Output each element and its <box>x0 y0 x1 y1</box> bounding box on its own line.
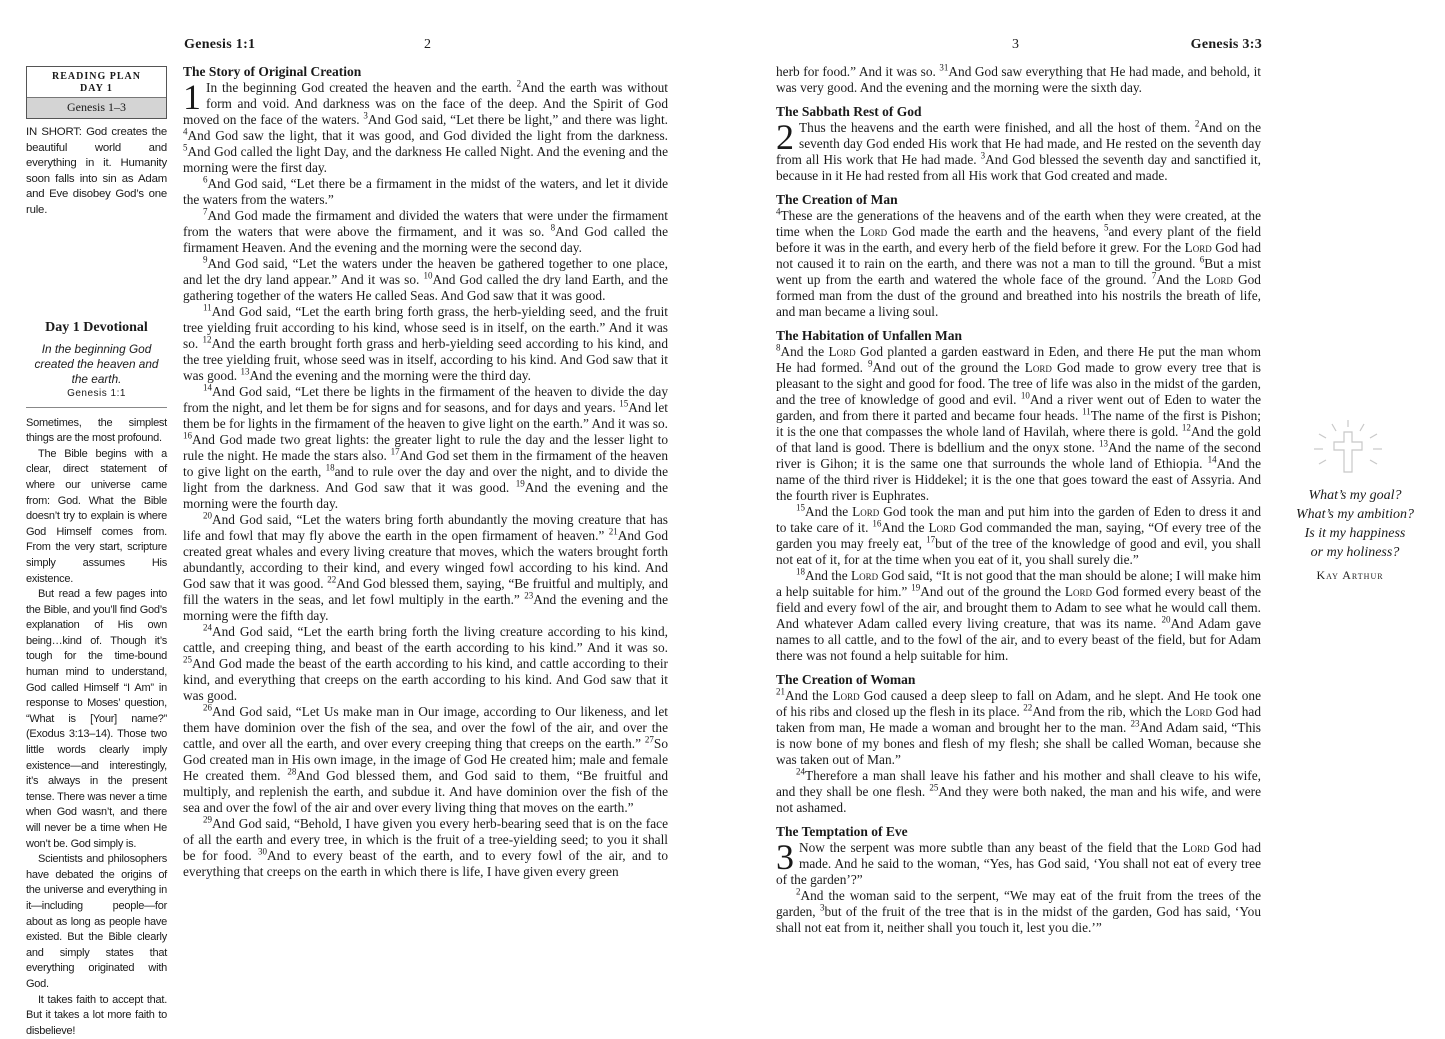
verse-run <box>183 208 668 255</box>
verse-text: And from the rib, which the Lord God had taken from man, He made a woman and brought her to the man. <box>776 704 1262 735</box>
verse-number: 24 <box>203 622 212 633</box>
verse-number: 13 <box>240 366 250 377</box>
verse-number: 4 <box>183 126 188 137</box>
verse-text: And the gold of that land is good. There is bdellium and the onyx stone. <box>776 424 1261 455</box>
verse-text: In the beginning God created the heaven and the earth. <box>206 80 517 95</box>
verse-number: 16 <box>872 518 882 529</box>
sidebar-quote <box>1285 486 1425 562</box>
verse-text: And out of the ground the Lord God made to grow every tree that is pleasant to the sight and good for food. The tree of life was also in the midst of the garden, and the tree of knowledge of good and evil. <box>776 360 1262 407</box>
right-scripture-column <box>776 64 1261 936</box>
paragraph <box>776 504 1261 568</box>
devotional-paragraph: But read a few pages into the Bible, and you’ll find God’s explanation of His own being…kind of. Though it’s tough for the time-bound human mind to understand, God called Himself “I Am” in response to Moses’ question, “What is [Your] name?” (Exodus 3:13–14). Those two little words clearly imply existence—and interestingly, it’s always in the present tense. There was never a time when God wasn’t, and there will never be a time when He won’t be. God simply is. <box>26 588 167 850</box>
verse-text: And God said, “Let there be a firmament in the midst of the waters, and let it divide the waters from the waters.” <box>183 176 668 207</box>
verse-number: 3 <box>819 902 825 913</box>
verse-number: 16 <box>183 430 192 441</box>
right-running-ref: Genesis 3:3 <box>1190 37 1262 52</box>
verse-number: 25 <box>929 782 939 793</box>
paragraph <box>183 624 668 704</box>
paragraph <box>183 77 669 176</box>
reading-plan-title-line1: READING PLAN <box>52 71 141 82</box>
section-heading: The Sabbath Rest of God <box>776 104 922 119</box>
verse-run <box>776 768 1261 815</box>
verse-run <box>183 304 668 383</box>
verse-number: 7 <box>203 206 208 217</box>
paragraph <box>776 888 1261 936</box>
verse-number: 15 <box>796 502 805 513</box>
verse-text: but of the tree of the knowledge of good and evil, you shall not eat of it, for at the time when you eat of it, you shall surely die.” <box>776 536 1261 567</box>
verse-number: 8 <box>776 342 781 353</box>
verse-number: 15 <box>619 398 629 409</box>
verse-text: And a river went out of Eden to water the garden, and from there it parted and became four heads. <box>776 392 1261 423</box>
verse-number: 14 <box>203 382 212 393</box>
verse-text: And the Lord God said, “It is not good that the man should be alone; I will make him a help suitable for him.” <box>776 568 1261 599</box>
verse-text: And God made two great lights: the greater light to rule the day and the lesser light to rule the night. He made the stars also. <box>183 432 668 463</box>
verse-number: 20 <box>203 510 212 521</box>
lord-small-caps: Lord <box>828 344 856 359</box>
verse-number: 19 <box>515 478 525 489</box>
verse-run <box>183 704 668 815</box>
paragraph <box>776 208 1261 320</box>
right-page-number: 3 <box>1012 37 1019 52</box>
verse-run <box>776 837 1261 887</box>
paragraph <box>183 384 668 512</box>
paragraph <box>776 344 1261 504</box>
verse-run <box>776 64 1261 95</box>
lord-small-caps: Lord <box>832 688 860 703</box>
reading-plan-box <box>26 66 167 119</box>
verse-number: 6 <box>203 174 208 185</box>
verse-text: And God set them in the firmament of the heaven to give light on the earth, <box>183 448 668 479</box>
verse-text: And God said, “Let the earth bring forth grass, the herb-yielding seed, and the fruit tree yielding fruit according to his kind, whose seed is in itself, on the earth.” And it was so. <box>183 304 668 351</box>
verse-number: 21 <box>776 686 785 697</box>
left-running-ref: Genesis 1:1 <box>184 37 256 52</box>
verse-number: 6 <box>1199 254 1205 265</box>
quote-author: Kay Arthur <box>1316 568 1384 582</box>
verse-text: And the Lord God commanded the man, saying, “Of every tree of the garden you may freely eat, <box>776 520 1261 551</box>
verse-text: And Adam gave names to all cattle, and to the fowl of the air, and to every beast of the field, but for Adam there was not found a help suitable for him. <box>776 616 1262 663</box>
verse-text: And let them be for lights in the firmament of the heaven to give light on the earth.” And it was so. <box>183 400 669 431</box>
cross-rays-icon <box>1296 418 1401 483</box>
verse-text: And the Lord God caused a deep sleep to fall on Adam, and he slept. And He took one of his ribs and closed up the flesh in its place. <box>776 688 1261 719</box>
verse-number: 29 <box>203 814 212 825</box>
verse-run <box>776 344 1261 503</box>
verse-number: 22 <box>327 574 337 585</box>
reading-plan-title <box>27 67 166 97</box>
verse-run <box>183 512 668 623</box>
verse-text: And God made the firmament and divided the waters that were under the firmament from the waters that were above the firmament, and it was so. <box>183 208 668 239</box>
verse-text: And God called the firmament Heaven. And the evening and the morning were the second day. <box>183 224 668 255</box>
paragraph <box>183 704 668 816</box>
verse-text: and to rule over the day and over the night, and to divide the light from the darkness. And God saw that it was good. <box>183 464 668 495</box>
lord-small-caps: Lord <box>1182 840 1210 855</box>
chapter-number: 2 <box>776 117 794 157</box>
verse-number: 5 <box>183 142 188 153</box>
verse-text: And God saw the light, that it was good, and God divided the light from the darkness. <box>187 128 668 143</box>
devotional-paragraph: It takes faith to accept that. But it takes a lot more faith to disbelieve! <box>26 993 167 1037</box>
section-heading: The Habitation of Unfallen Man <box>776 328 963 343</box>
verse-run <box>776 117 1261 183</box>
verse-text: And God said, “Let Us make man in Our image, according to Our likeness, and let them have dominion over the fish of the sea, and over the fowl of the air, and over the cattle, and over all the earth, and over every creeping thing that creeps on the earth.” <box>183 704 668 751</box>
verse-text: And the evening and the morning were the third day. <box>249 368 531 383</box>
paragraph <box>183 304 668 384</box>
paragraph <box>183 208 668 256</box>
verse-text: And God made the beast of the earth according to his kind, and cattle according to their kind, and everything that creeps on the earth according to his kind. And God saw that it was good. <box>183 656 668 703</box>
verse-number: 3 <box>363 110 368 121</box>
chapter-number: 1 <box>183 77 201 117</box>
lord-small-caps: Lord <box>928 520 956 535</box>
verse-number: 5 <box>1103 222 1109 233</box>
lord-small-caps: Lord <box>852 504 880 519</box>
verse-run <box>776 568 1261 663</box>
verse-text: And God blessed them, saying, “Be fruitful and multiply, and fill the waters in the seas, and let fowl multiply in the earth.” <box>183 576 668 607</box>
verse-number: 27 <box>644 734 654 745</box>
verse-number: 25 <box>183 654 192 665</box>
quote-line: What’s my ambition? <box>1296 507 1414 522</box>
verse-text: And God said, “Let there be light,” and there was light. <box>367 112 668 127</box>
verse-number: 28 <box>287 766 297 777</box>
verse-number: 31 <box>939 62 949 73</box>
verse-text: And God blessed them, and God said to them, “Be fruitful and multiply, and replenish the earth, and subdue it. And have dominion over the fish of the sea and over the fowl of the air and over every living thing that moves on the earth.” <box>183 768 668 815</box>
verse-number: 17 <box>926 534 936 545</box>
paragraph <box>183 176 668 208</box>
verse-text: Therefore a man shall leave his father and his mother and shall cleave to his wife, and they shall be one flesh. <box>776 768 1261 799</box>
verse-text: So God created man in His own image, in the image of God He created him; male and female He created them. <box>183 736 668 783</box>
verse-text: And God called the light Day, and the darkness He called Night. And the evening and the morning were the first day. <box>183 144 668 175</box>
quote-line: or my holiness? <box>1310 545 1400 560</box>
left-page-number: 2 <box>424 37 431 52</box>
verse-number: 7 <box>1151 270 1157 281</box>
chapter-number: 3 <box>776 837 794 877</box>
verse-number: 24 <box>796 766 805 777</box>
verse-run <box>776 688 1261 767</box>
verse-text: And God said, “Let the waters bring forth abundantly the moving creature that has life and fowl that may fly above the earth in the open firmament of heaven.” <box>183 512 668 543</box>
verse-text: And God blessed the seventh day and sanctified it, because in it He had rested from all His work that God created and made. <box>776 152 1261 183</box>
paragraph <box>776 64 1261 96</box>
verse-run <box>183 256 668 303</box>
section-heading: The Creation of Woman <box>776 672 916 687</box>
verse-number: 19 <box>911 582 921 593</box>
paragraph <box>183 256 668 304</box>
verse-text: And Adam said, “This is now bone of my bones and flesh of my flesh; she shall be called Woman, because she was taken out of Man.” <box>776 720 1261 767</box>
verse-number: 3 <box>980 150 986 161</box>
left-scripture-column <box>183 64 668 880</box>
verse-text: And God saw everything that He had made, and behold, it was very good. And the evening and the morning were the sixth day. <box>776 64 1261 95</box>
verse-text: And the Lord God took the man and put him into the garden of Eden to dress it and to take care of it. <box>776 504 1261 535</box>
paragraph <box>776 117 1261 184</box>
lord-small-caps: Lord <box>1184 704 1212 719</box>
devotional-body <box>26 416 167 1039</box>
devotional-divider <box>26 407 167 408</box>
verse-text: And the name of the third river is Hiddekel; it is the one that goes toward the east of Assyria. And the fourth river is Euphrates. <box>776 456 1262 503</box>
verse-text: And God said, “Let there be lights in the firmament of the heaven to divide the day from the night, and let them be for signs and for seasons, and for days and years. <box>183 384 668 415</box>
lord-small-caps: Lord <box>1064 584 1092 599</box>
quote-line: Is it my happiness <box>1304 526 1406 541</box>
verse-number: 30 <box>258 846 268 857</box>
devotional-quote: In the beginning God created the heaven and the earth. <box>34 341 159 386</box>
devotional-paragraph: Scientists and philosophers have debated the origins of the universe and everything in it—including people—for about as long as people have existed. But the Bible clearly and simply states that everything originated with God. <box>26 853 167 990</box>
verse-number: 10 <box>1020 390 1030 401</box>
verse-text: And God created great whales and every living creature that moves, which the waters brought forth abundantly, according to their kind, and every winged fowl according to his kind. And God saw that it was good. <box>183 528 668 591</box>
verse-run <box>776 504 1261 567</box>
verse-text: And God called the dry land Earth, and the gathering together of the waters He called Seas. And God saw that it was good. <box>183 272 668 303</box>
verse-number: 12 <box>1181 422 1191 433</box>
verse-text: The name of the first is Pishon; it is the one that compasses the whole land of Havilah, where there is gold. <box>776 408 1262 439</box>
verse-text: herb for food.” And it was so. <box>776 64 940 79</box>
verse-number: 21 <box>608 526 618 537</box>
verse-number: 11 <box>203 302 212 313</box>
verse-number: 9 <box>203 254 208 265</box>
verse-number: 18 <box>325 462 335 473</box>
devotional-paragraph: The Bible begins with a clear, direct statement of where our universe came from: God. What the Bible doesn’t try to explain is where God Himself comes from. From the very start, scripture simply assumes His existence. <box>26 447 167 585</box>
verse-run <box>183 624 668 703</box>
verse-text: And on the seventh day God ended His work that He had made, and He rested on the seventh day from all His work that He had made. <box>776 120 1261 167</box>
verse-number: 8 <box>550 222 556 233</box>
section-heading: The Creation of Man <box>776 192 898 207</box>
verse-number: 2 <box>796 886 801 897</box>
verse-text: but of the fruit of the tree that is in the midst of the garden, God has said, ‘You shall not eat from it, neither shall you touch it, lest you die.’” <box>776 904 1261 935</box>
left-sidebar <box>26 66 167 1039</box>
lord-small-caps: Lord <box>1184 240 1212 255</box>
paragraph <box>776 837 1261 888</box>
verse-text: These are the generations of the heavens and of the earth when they were created, at the time when the Lord God made the earth and the heavens, <box>776 208 1261 239</box>
verse-number: 10 <box>423 270 433 281</box>
verse-number: 14 <box>1207 454 1217 465</box>
lord-small-caps: Lord <box>859 224 888 239</box>
verse-text: And the earth brought forth grass and herb-yielding seed according to his kind, and the tree yielding fruit, whose seed was in itself, according to his kind. And God saw that it was good. <box>183 336 668 383</box>
lord-small-caps: Lord <box>850 568 879 583</box>
verse-text: And the Lord God planted a garden eastward in Eden, and there He put the man whom He had formed. <box>776 344 1261 375</box>
section-heading: The Temptation of Eve <box>776 824 908 839</box>
verse-run <box>776 888 1261 935</box>
verse-number: 13 <box>1098 438 1108 449</box>
verse-text: And the woman said to the serpent, “We may eat of the fruit from the trees of the garden, <box>776 888 1261 919</box>
verse-text: And out of the ground the Lord God formed every beast of the field and every fowl of the air, and brought them to Adam to see what he would call them. And whatever Adam called every living creature, that was its name. <box>776 584 1262 631</box>
devotional-title: Day 1 Devotional <box>45 319 148 335</box>
verse-text: And God said, “Let the earth bring forth the living creature according to his kind, cattle, and creeping thing, and beast of the earth according to his kind.” And it was so. <box>183 624 668 655</box>
verse-text: And God said, “Behold, I have given you every herb-bearing seed that is on the face of all the earth and every tree, in which is the fruit of a tree-yielding seed; to you it shall be for food. <box>183 816 668 863</box>
paragraph <box>776 768 1261 816</box>
paragraph <box>776 688 1261 768</box>
quote-line: What’s my goal? <box>1308 488 1402 503</box>
verse-number: 22 <box>1023 702 1033 713</box>
verse-text: And the evening and the morning were the fourth day. <box>183 480 669 511</box>
verse-number: 26 <box>203 702 212 713</box>
verse-text: But a mist went up from the earth and watered the whole face of the ground. <box>776 256 1261 287</box>
lord-small-caps: Lord <box>1205 272 1233 287</box>
paragraph <box>776 568 1261 664</box>
verse-number: 23 <box>1130 718 1140 729</box>
reading-plan-passage: Genesis 1–3 <box>27 97 166 118</box>
verse-run <box>183 384 668 511</box>
verse-number: 18 <box>796 566 805 577</box>
reading-plan-day: DAY 1 <box>80 83 113 94</box>
verse-number: 9 <box>868 358 873 369</box>
verse-number: 2 <box>1194 118 1200 129</box>
in-short-summary: IN SHORT: God creates the beautiful world and everything in it. Humanity soon falls into sin as Adam and Eve disobey God’s one rule. <box>26 126 167 216</box>
paragraph <box>183 512 668 624</box>
verse-text: And the earth was without form and void. And darkness was on the face of the deep. And the Spirit of God moved on the face of the waters. <box>183 80 669 127</box>
verse-text: and every plant of the field before it was in the earth, and every herb of the field before it grew. For the Lord God had not caused it to rain on the earth, and there was not a man to till the ground. <box>776 224 1262 271</box>
paragraph <box>183 816 668 880</box>
verse-text: Thus the heavens and the earth were finished, and all the host of them. <box>799 120 1195 135</box>
verse-number: 20 <box>1161 614 1171 625</box>
verse-text: Now the serpent was more subtle than any beast of the field that the Lord God had made. And he said to the woman, “Yes, has God said, ‘You shall not eat of every tree of the garden’?” <box>776 840 1261 887</box>
verse-number: 11 <box>1082 406 1091 417</box>
section-heading: The Story of Original Creation <box>183 64 362 79</box>
verse-number: 4 <box>776 206 781 217</box>
verse-number: 17 <box>390 446 400 457</box>
verse-run <box>183 77 669 175</box>
verse-number: 23 <box>524 590 534 601</box>
verse-text: And the Lord God formed man from the dust of the ground and breathed into his nostrils the breath of life, and man became a living soul. <box>776 272 1261 319</box>
verse-run <box>776 208 1261 319</box>
verse-text: And God said, “Let the waters under the heaven be gathered together to one place, and let the dry land appear.” And it was so. <box>183 256 668 287</box>
verse-text: And to every beast of the earth, and to every fowl of the air, and to everything that creeps on the earth in which there is life, I have given every green <box>183 848 668 879</box>
verse-text: And the name of the second river is Gihon; it is the same one that surrounds the whole land of Ethiopia. <box>776 440 1261 471</box>
verse-text: And the evening and the morning were the fifth day. <box>183 592 669 623</box>
verse-text: And they were both naked, the man and his wife, and were not ashamed. <box>776 784 1261 815</box>
verse-run <box>183 816 668 879</box>
verse-number: 12 <box>202 334 212 345</box>
devotional-paragraph: Sometimes, the simplest things are the most profound. <box>26 416 167 445</box>
verse-number: 2 <box>516 78 522 89</box>
lord-small-caps: Lord <box>1024 360 1052 375</box>
devotional-quote-ref: Genesis 1:1 <box>67 387 126 399</box>
verse-run <box>183 176 668 207</box>
